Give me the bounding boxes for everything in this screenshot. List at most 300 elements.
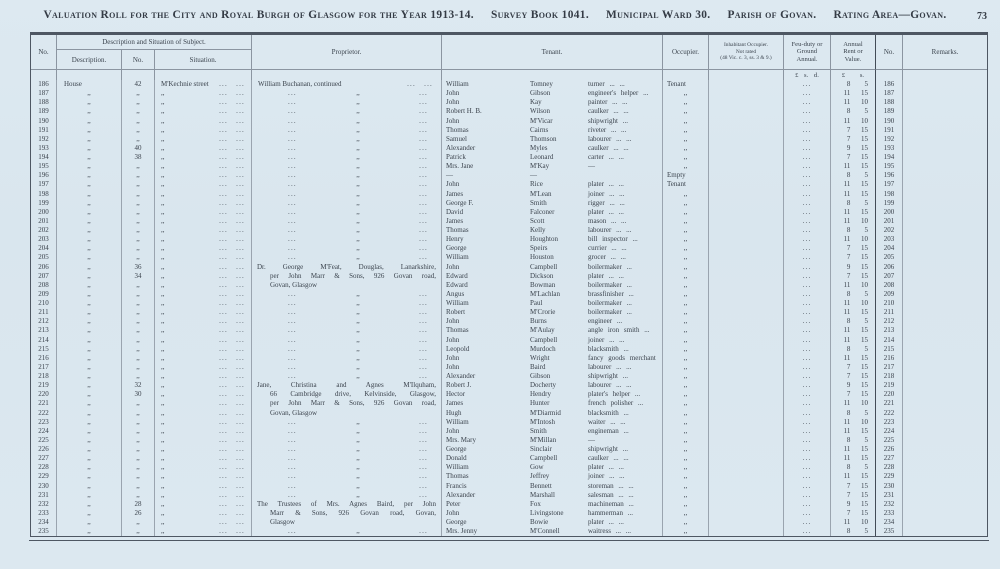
cell-proprietor: ... ,, ... [252,345,442,354]
cell-remarks [903,472,987,481]
col-header-house-number: No. [122,50,155,69]
cell-feu-duty: ... [784,217,831,226]
cell-house-number: ,, [122,527,155,536]
cell-proprietor: ... ,, ... [252,98,442,107]
table-row [31,281,987,290]
title-municipal-ward: Municipal Ward 30. [606,9,711,21]
cell-house-number: ,, [122,217,155,226]
cell-remarks [903,372,987,381]
table-row [31,409,987,418]
col-header-description: Description. [57,50,122,69]
cell-feu-duty: ... [784,317,831,326]
cell-roll-number: 200 [31,208,57,217]
cell-remarks [903,80,987,89]
cell-remarks [903,144,987,153]
cell-occupier: ,, [663,345,709,354]
cell-situation: ,, ... ... [155,399,252,408]
cell-feu-duty: ... [784,326,831,335]
cell-description: ,, [57,244,122,253]
currency-subrow-cell [709,69,784,80]
cell-tenant: Alexander Myles caulker ... ... [442,144,663,153]
cell-description: ,, [57,381,122,390]
cell-feu-duty: ... [784,427,831,436]
table-row [31,107,987,116]
cell-roll-number-right: 212 [876,317,903,326]
cell-proprietor: ... ,, ... [252,527,442,536]
table-row [31,381,987,390]
cell-situation: ,, ... ... [155,463,252,472]
cell-proprietor: ... ,, ... [252,445,442,454]
cell-annual-rent: 11 10 [831,281,876,290]
table-row [31,463,987,472]
table-row [31,171,987,180]
cell-proprietor: ... ,, ... [252,336,442,345]
cell-situation: ,, ... ... [155,491,252,500]
cell-roll-number: 215 [31,345,57,354]
currency-subrow-cell [903,69,987,80]
cell-description: ,, [57,199,122,208]
cell-description: ,, [57,409,122,418]
cell-description: ,, [57,518,122,527]
cell-roll-number-right: 233 [876,509,903,518]
cell-roll-number: 220 [31,390,57,399]
cell-annual-rent: 7 15 [831,126,876,135]
cell-roll-number: 222 [31,409,57,418]
cell-description: ,, [57,272,122,281]
cell-inhabitant-occupier [709,244,784,253]
cell-occupier: ,, [663,190,709,199]
cell-roll-number-right: 192 [876,135,903,144]
cell-tenant: Thomas M'Aulay angle iron smith ... [442,326,663,335]
cell-roll-number-right: 203 [876,235,903,244]
cell-remarks [903,326,987,335]
cell-house-number: ,, [122,235,155,244]
cell-roll-number: 202 [31,226,57,235]
cell-situation: ,, ... ... [155,135,252,144]
cell-remarks [903,427,987,436]
cell-situation: ,, ... ... [155,427,252,436]
table-row [31,317,987,326]
cell-feu-duty: ... [784,135,831,144]
cell-annual-rent: 7 15 [831,153,876,162]
cell-feu-duty: ... [784,281,831,290]
cell-proprietor: ... ,, ... [252,290,442,299]
cell-tenant: Hector Hendry plater's helper ... [442,390,663,399]
cell-proprietor: ... ,, ... [252,135,442,144]
cell-situation: ,, ... ... [155,126,252,135]
table-body [31,80,987,536]
cell-inhabitant-occupier [709,117,784,126]
cell-situation: ,, ... ... [155,454,252,463]
cell-house-number: ,, [122,244,155,253]
cell-tenant: Samuel Thomson labourer ... ... [442,135,663,144]
cell-annual-rent: 11 15 [831,208,876,217]
cell-roll-number-right: 206 [876,263,903,272]
cell-description: ,, [57,336,122,345]
cell-description: ,, [57,226,122,235]
cell-occupier: ,, [663,445,709,454]
cell-roll-number-right: 204 [876,244,903,253]
cell-tenant: Robert H. B. Wilson caulker ... ... [442,107,663,116]
cell-inhabitant-occupier [709,518,784,527]
cell-feu-duty: ... [784,381,831,390]
cell-roll-number: 203 [31,235,57,244]
cell-tenant: George F. Smith rigger ... ... [442,199,663,208]
title-survey-book: Survey Book 1041. [490,9,590,21]
col-header-roll-number: No. [31,35,57,69]
cell-occupier: ,, [663,336,709,345]
cell-inhabitant-occupier [709,226,784,235]
cell-feu-duty: ... [784,180,831,189]
cell-remarks [903,217,987,226]
cell-tenant: Henry Houghton bill inspector ... [442,235,663,244]
currency-subrow-cell [31,69,57,80]
cell-roll-number-right: 189 [876,107,903,116]
cell-occupier: ,, [663,135,709,144]
table-row [31,153,987,162]
table-row [31,500,987,509]
cell-remarks [903,463,987,472]
cell-house-number: 36 [122,263,155,272]
cell-inhabitant-occupier [709,472,784,481]
cell-roll-number-right: 215 [876,345,903,354]
cell-house-number: ,, [122,98,155,107]
cell-remarks [903,299,987,308]
cell-roll-number: 193 [31,144,57,153]
cell-remarks [903,418,987,427]
cell-situation: ,, ... ... [155,263,252,272]
cell-situation: ,, ... ... [155,509,252,518]
cell-annual-rent: 8 5 [831,463,876,472]
cell-situation: ,, ... ... [155,199,252,208]
cell-occupier: ,, [663,326,709,335]
cell-roll-number: 219 [31,381,57,390]
cell-occupier: ,, [663,263,709,272]
cell-house-number: ,, [122,491,155,500]
cell-description: ,, [57,135,122,144]
table-row [31,117,987,126]
cell-proprietor: ... ,, ... [252,326,442,335]
cell-inhabitant-occupier [709,199,784,208]
table-row [31,509,987,518]
cell-roll-number: 212 [31,317,57,326]
cell-roll-number-right: 228 [876,463,903,472]
cell-proprietor: ... ,, ... [252,299,442,308]
table-row [31,372,987,381]
table-row [31,144,987,153]
cell-roll-number-right: 229 [876,472,903,481]
cell-tenant: Francis Bennett storeman ... ... [442,482,663,491]
cell-remarks [903,518,987,527]
col-header-remarks: Remarks. [931,48,959,56]
cell-feu-duty: ... [784,126,831,135]
cell-remarks [903,135,987,144]
cell-proprietor: ... ,, ... [252,235,442,244]
cell-feu-duty: ... [784,190,831,199]
cell-situation: ,, ... ... [155,354,252,363]
table-row [31,253,987,262]
cell-inhabitant-occupier [709,454,784,463]
cell-roll-number-right: 199 [876,199,903,208]
table-row [31,326,987,335]
cell-feu-duty: ... [784,272,831,281]
cell-description: ,, [57,527,122,536]
cell-inhabitant-occupier [709,272,784,281]
col-header-occupier: Occupier. [663,35,709,69]
cell-tenant: William M'Intosh waiter ... ... [442,418,663,427]
table-row [31,427,987,436]
cell-situation: ,, ... ... [155,418,252,427]
cell-roll-number: 208 [31,281,57,290]
cell-remarks [903,208,987,217]
cell-description: ,, [57,299,122,308]
cell-remarks [903,162,987,171]
cell-description: ,, [57,436,122,445]
cell-roll-number: 204 [31,244,57,253]
cell-inhabitant-occupier [709,80,784,89]
cell-tenant: Alexander Marshall salesman ... ... [442,491,663,500]
cell-house-number: ,, [122,436,155,445]
cell-feu-duty: ... [784,263,831,272]
cell-roll-number-right: 219 [876,381,903,390]
cell-remarks [903,454,987,463]
cell-feu-duty: ... [784,89,831,98]
cell-roll-number: 235 [31,527,57,536]
table-row [31,482,987,491]
cell-roll-number: 187 [31,89,57,98]
table-row [31,345,987,354]
cell-proprietor: ... ,, ... [252,117,442,126]
cell-occupier: ,, [663,372,709,381]
cell-roll-number: 228 [31,463,57,472]
cell-feu-duty: ... [784,518,831,527]
cell-proprietor: ... ,, ... [252,491,442,500]
col-header-description-group: Description and Situation of Subject. [57,35,252,50]
cell-roll-number-right: 234 [876,518,903,527]
cell-proprietor: ... ,, ... [252,436,442,445]
cell-description: ,, [57,98,122,107]
cell-roll-number-right: 207 [876,272,903,281]
cell-feu-duty: ... [784,144,831,153]
cell-roll-number: 199 [31,199,57,208]
cell-feu-duty: ... [784,153,831,162]
cell-annual-rent: 7 15 [831,253,876,262]
cell-occupier: ,, [663,290,709,299]
cell-tenant: Peter Fox machineman ... [442,500,663,509]
cell-feu-duty: ... [784,345,831,354]
cell-situation: ,, ... ... [155,336,252,345]
cell-roll-number: 188 [31,98,57,107]
cell-description: ,, [57,500,122,509]
cell-inhabitant-occupier [709,527,784,536]
cell-roll-number: 226 [31,445,57,454]
cell-roll-number: 209 [31,290,57,299]
col-header-situation: Situation. [155,50,252,69]
cell-tenant: Thomas Kelly labourer ... ... [442,226,663,235]
currency-label-annual-rent: £ s. [831,69,876,80]
cell-description: ,, [57,418,122,427]
cell-situation: M'Kechnie street ... ... [155,80,252,89]
cell-roll-number: 210 [31,299,57,308]
cell-inhabitant-occupier [709,463,784,472]
cell-annual-rent: 11 15 [831,190,876,199]
cell-occupier: Tenant [663,180,709,189]
cell-remarks [903,190,987,199]
cell-description: ,, [57,354,122,363]
cell-remarks [903,436,987,445]
cell-description: House [57,80,122,89]
cell-annual-rent: 11 10 [831,98,876,107]
title-rating-area: Rating Area—Govan. [833,9,947,21]
currency-subrow-cell [252,69,442,80]
cell-description: ,, [57,217,122,226]
cell-annual-rent: 8 5 [831,199,876,208]
cell-proprietor: ... ,, ... [252,354,442,363]
cell-proprietor: ... ,, ... [252,217,442,226]
table-row [31,135,987,144]
cell-remarks [903,482,987,491]
table-row [31,527,987,536]
cell-tenant: John Rice plater ... ... [442,180,663,189]
cell-tenant: William Tomney turner ... ... [442,80,663,89]
cell-occupier: ,, [663,418,709,427]
cell-tenant: John Wright fancy goods merchant [442,354,663,363]
cell-roll-number: 186 [31,80,57,89]
cell-remarks [903,399,987,408]
cell-house-number: ,, [122,171,155,180]
table-row [31,199,987,208]
cell-occupier: ,, [663,363,709,372]
cell-roll-number-right: 223 [876,418,903,427]
cell-tenant: Robert J. Docherty labourer ... ... [442,381,663,390]
cell-remarks [903,272,987,281]
cell-annual-rent: 9 15 [831,381,876,390]
cell-proprietor: ... ,, ... [252,317,442,326]
cell-occupier: ,, [663,208,709,217]
cell-house-number: ,, [122,399,155,408]
cell-house-number: ,, [122,199,155,208]
cell-occupier: ,, [663,509,709,518]
cell-tenant: George Speirs currier ... ... [442,244,663,253]
table-row [31,336,987,345]
cell-proprietor: ... ,, ... [252,180,442,189]
cell-house-number: ,, [122,180,155,189]
cell-situation: ,, ... ... [155,308,252,317]
cell-house-number: 30 [122,390,155,399]
cell-roll-number-right: 191 [876,126,903,135]
cell-tenant: Angus M'Lachlan brassfinisher ... [442,290,663,299]
cell-feu-duty: ... [784,208,831,217]
cell-inhabitant-occupier [709,345,784,354]
cell-proprietor: ... ,, ... [252,190,442,199]
cell-situation: ,, ... ... [155,89,252,98]
page-title [45,9,945,21]
cell-house-number: ,, [122,472,155,481]
cell-remarks [903,171,987,180]
cell-situation: ,, ... ... [155,272,252,281]
cell-inhabitant-occupier [709,509,784,518]
cell-remarks [903,98,987,107]
cell-proprietor: ... ,, ... [252,171,442,180]
cell-description: ,, [57,126,122,135]
cell-occupier: ,, [663,390,709,399]
cell-roll-number-right: 188 [876,98,903,107]
cell-roll-number-right: 218 [876,372,903,381]
cell-description: ,, [57,153,122,162]
cell-roll-number-right: 186 [876,80,903,89]
col-header-feu-duty: Feu-duty or Ground Annual. [784,35,831,69]
cell-remarks [903,235,987,244]
cell-remarks [903,500,987,509]
cell-description: ,, [57,326,122,335]
cell-situation: ,, ... ... [155,98,252,107]
cell-remarks [903,107,987,116]
cell-roll-number: 231 [31,491,57,500]
cell-feu-duty: ... [784,299,831,308]
col-header-annual-rent: Annual Rent or Value. [831,35,876,69]
cell-roll-number: 201 [31,217,57,226]
cell-situation: ,, ... ... [155,527,252,536]
cell-feu-duty: ... [784,117,831,126]
cell-house-number: 42 [122,80,155,89]
cell-roll-number-right: 227 [876,454,903,463]
cell-feu-duty: ... [784,482,831,491]
cell-annual-rent: 11 15 [831,454,876,463]
cell-feu-duty: ... [784,390,831,399]
cell-description: ,, [57,345,122,354]
table-row [31,399,987,408]
cell-roll-number: 230 [31,482,57,491]
cell-roll-number-right: 208 [876,281,903,290]
cell-inhabitant-occupier [709,445,784,454]
currency-subrow-cell [155,69,252,80]
cell-tenant: Alexander Gibson shipwright ... [442,372,663,381]
table-row [31,208,987,217]
cell-annual-rent: 7 15 [831,244,876,253]
cell-roll-number: 217 [31,363,57,372]
cell-roll-number-right: 195 [876,162,903,171]
cell-proprietor: Dr. George M'Feat, Douglas, Lanarkshire, [252,263,442,272]
cell-house-number: ,, [122,208,155,217]
cell-description: ,, [57,171,122,180]
cell-roll-number-right: 213 [876,326,903,335]
cell-feu-duty: ... [784,171,831,180]
cell-annual-rent: 11 10 [831,117,876,126]
cell-annual-rent: 11 15 [831,354,876,363]
cell-house-number: 32 [122,381,155,390]
table-row [31,299,987,308]
cell-remarks [903,180,987,189]
cell-situation: ,, ... ... [155,190,252,199]
cell-house-number: 26 [122,509,155,518]
cell-remarks [903,281,987,290]
cell-inhabitant-occupier [709,436,784,445]
cell-roll-number: 227 [31,454,57,463]
cell-occupier: ,, [663,491,709,500]
cell-tenant: Patrick Leonard carter ... ... [442,153,663,162]
cell-remarks [903,126,987,135]
cell-remarks [903,509,987,518]
cell-roll-number-right: 209 [876,290,903,299]
cell-annual-rent: 7 15 [831,272,876,281]
table-row [31,436,987,445]
cell-description: ,, [57,482,122,491]
cell-occupier: ,, [663,518,709,527]
cell-occupier: ,, [663,399,709,408]
table-row [31,263,987,272]
cell-tenant: John Campbell boilermaker ... [442,263,663,272]
table-row [31,445,987,454]
